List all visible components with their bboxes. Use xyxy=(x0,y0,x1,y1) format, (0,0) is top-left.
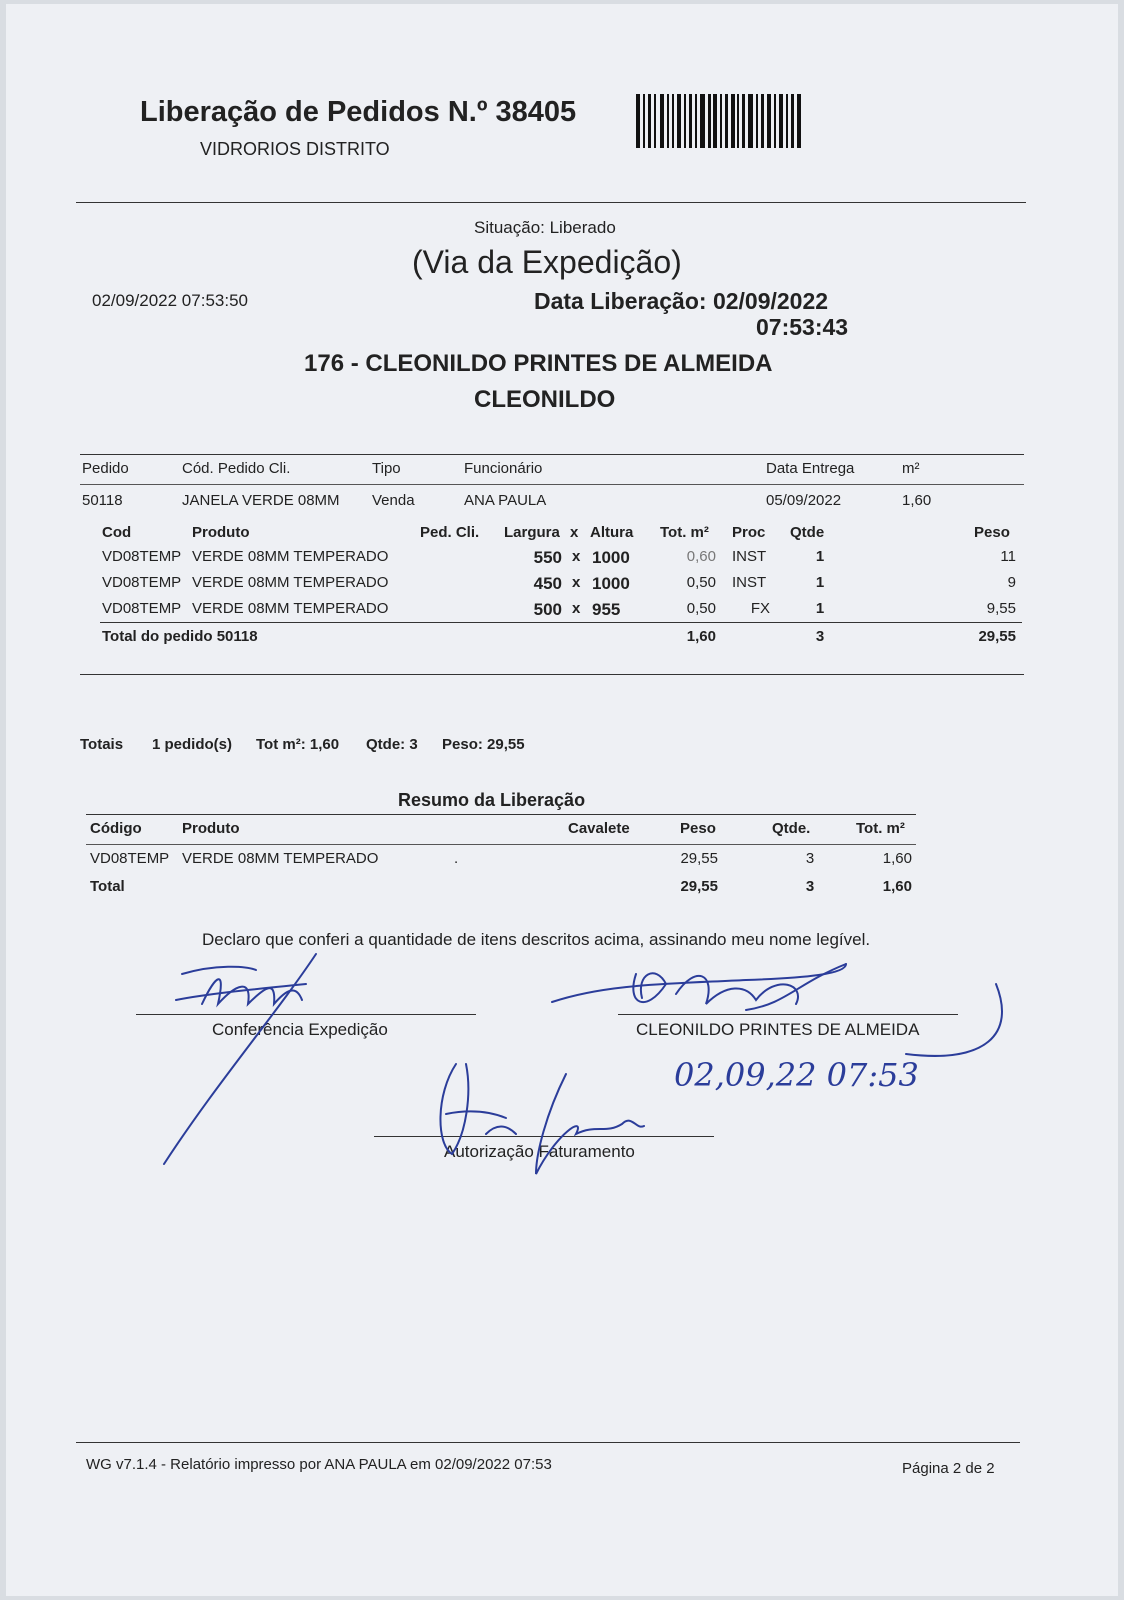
item-col-cod: Cod xyxy=(102,524,132,541)
totals-m2: Tot m²: 1,60 xyxy=(256,736,340,753)
item-cod: VD08TEMP xyxy=(102,600,182,617)
item-col-altura: Altura xyxy=(590,524,634,541)
order-total-qtde: 3 xyxy=(815,628,825,645)
totals-qtde: Qtde: 3 xyxy=(366,736,418,753)
summary-title: Resumo da Liberação xyxy=(398,790,586,810)
item-produto: VERDE 08MM TEMPERADO xyxy=(192,548,389,565)
order-header-divider xyxy=(80,484,1024,485)
item-col-qtde: Qtde xyxy=(790,524,825,541)
order-m2: 1,60 xyxy=(902,492,932,509)
item-tot-m2: 0,50 xyxy=(686,600,716,617)
item-proc: INST xyxy=(732,548,767,565)
summary-codigo: VD08TEMP xyxy=(90,850,170,867)
footer-divider xyxy=(76,1442,1020,1443)
barcode-icon xyxy=(636,94,806,148)
item-qtde: 1 xyxy=(815,548,825,565)
item-proc: INST xyxy=(732,574,767,591)
summary-peso: 29,55 xyxy=(680,850,718,867)
order-tipo: Venda xyxy=(372,492,415,509)
summary-total-peso: 29,55 xyxy=(680,878,718,895)
summary-total-label: Total xyxy=(90,878,125,895)
summary-total-tot-m2: 1,60 xyxy=(882,878,912,895)
summary-col-cavalete: Cavalete xyxy=(568,820,630,837)
col-data-entrega: Data Entrega xyxy=(766,460,855,477)
client-line: 176 - CLEONILDO PRINTES DE ALMEIDA xyxy=(304,350,773,377)
order-top-divider xyxy=(80,454,1024,455)
col-pedido: Pedido xyxy=(82,460,129,477)
summary-total-qtde: 3 xyxy=(805,878,815,895)
item-tot-m2: 0,50 xyxy=(686,574,716,591)
signature-conferencia-scribble xyxy=(156,934,356,1174)
page-number: Página 2 de 2 xyxy=(902,1460,995,1477)
item-cod: VD08TEMP xyxy=(102,574,182,591)
order-total-m2: 1,60 xyxy=(686,628,716,645)
order-funcionario: ANA PAULA xyxy=(464,492,547,509)
item-tot-m2: 0,60 xyxy=(686,548,716,565)
order-total-label: Total do pedido 50118 xyxy=(102,628,258,645)
signature-label-conferencia: Conferência Expedição xyxy=(212,1020,388,1039)
totals-label: Totais xyxy=(80,736,124,753)
summary-produto: VERDE 08MM TEMPERADO xyxy=(182,850,379,867)
item-largura: 450 xyxy=(533,574,562,593)
item-x: x xyxy=(572,600,581,617)
signature-label-autorizacao: Autorização Faturamento xyxy=(444,1142,635,1161)
item-col-produto: Produto xyxy=(192,524,250,541)
summary-cavalete: . xyxy=(454,850,459,867)
item-produto: VERDE 08MM TEMPERADO xyxy=(192,574,389,591)
summary-top-divider xyxy=(86,814,916,815)
totals-pedidos: 1 pedido(s) xyxy=(152,736,233,753)
company-name: VIDRORIOS DISTRITO xyxy=(200,139,390,159)
client-short-name: CLEONILDO xyxy=(474,386,616,413)
item-largura: 500 xyxy=(533,600,562,619)
item-peso: 9,55 xyxy=(986,600,1016,617)
item-col-ped-cli: Ped. Cli. xyxy=(420,524,480,541)
signature-label-cliente: CLEONILDO PRINTES DE ALMEIDA xyxy=(636,1020,920,1039)
summary-header-divider xyxy=(86,844,916,845)
item-total-divider xyxy=(100,622,1022,623)
item-col-largura: Largura xyxy=(504,524,560,541)
copy-type: (Via da Expedição) xyxy=(412,244,682,280)
release-time: 07:53:43 xyxy=(756,314,849,340)
item-x: x xyxy=(572,548,581,565)
order-total-peso: 29,55 xyxy=(978,628,1016,645)
col-m2: m² xyxy=(902,460,920,477)
order-data-entrega: 05/09/2022 xyxy=(766,492,842,509)
summary-col-tot-m2: Tot. m² xyxy=(856,820,905,837)
order-cod-pedido-cli: JANELA VERDE 08MM xyxy=(182,492,340,509)
col-tipo: Tipo xyxy=(372,460,401,477)
item-col-peso: Peso xyxy=(974,524,1010,541)
document-title: Liberação de Pedidos N.º 38405 xyxy=(140,96,577,128)
declaration-text: Declaro que conferi a quantidade de itens descritos acima, assinando meu nome legível. xyxy=(202,930,871,949)
summary-qtde: 3 xyxy=(805,850,815,867)
order-pedido: 50118 xyxy=(82,492,123,509)
order-bottom-divider xyxy=(80,674,1024,675)
item-altura: 1000 xyxy=(592,548,630,567)
summary-col-codigo: Código xyxy=(90,820,142,837)
status-text: Situação: Liberado xyxy=(474,218,616,237)
col-funcionario: Funcionário xyxy=(464,460,543,477)
document-page xyxy=(6,4,1118,1596)
item-col-tot-m2: Tot. m² xyxy=(660,524,709,541)
handwritten-datetime: 02,09,22 07:53 xyxy=(674,1056,919,1094)
col-cod-pedido-cli: Cód. Pedido Cli. xyxy=(182,460,291,477)
summary-col-qtde: Qtde. xyxy=(772,820,811,837)
summary-col-peso: Peso xyxy=(680,820,716,837)
summary-col-produto: Produto xyxy=(182,820,240,837)
item-cod: VD08TEMP xyxy=(102,548,182,565)
signature-autorizacao-scribble xyxy=(426,1054,666,1184)
item-col-x: x xyxy=(570,524,579,541)
summary-tot-m2: 1,60 xyxy=(882,850,912,867)
item-peso: 9 xyxy=(1007,574,1016,591)
item-altura: 955 xyxy=(592,600,621,619)
totals-peso: Peso: 29,55 xyxy=(442,736,525,753)
item-proc: FX xyxy=(750,600,770,617)
item-qtde: 1 xyxy=(815,600,825,617)
print-datetime: 02/09/2022 07:53:50 xyxy=(92,291,248,310)
item-col-proc: Proc xyxy=(732,524,766,541)
header-divider xyxy=(76,202,1026,203)
footer-report-text: WG v7.1.4 - Relatório impresso por ANA PAULA em 02/09/2022 07:53 xyxy=(86,1456,552,1473)
item-produto: VERDE 08MM TEMPERADO xyxy=(192,600,389,617)
item-largura: 550 xyxy=(533,548,562,567)
item-qtde: 1 xyxy=(815,574,825,591)
item-peso: 11 xyxy=(1000,548,1016,565)
item-altura: 1000 xyxy=(592,574,630,593)
release-date: Data Liberação: 02/09/2022 xyxy=(534,288,829,314)
item-x: x xyxy=(572,574,581,591)
